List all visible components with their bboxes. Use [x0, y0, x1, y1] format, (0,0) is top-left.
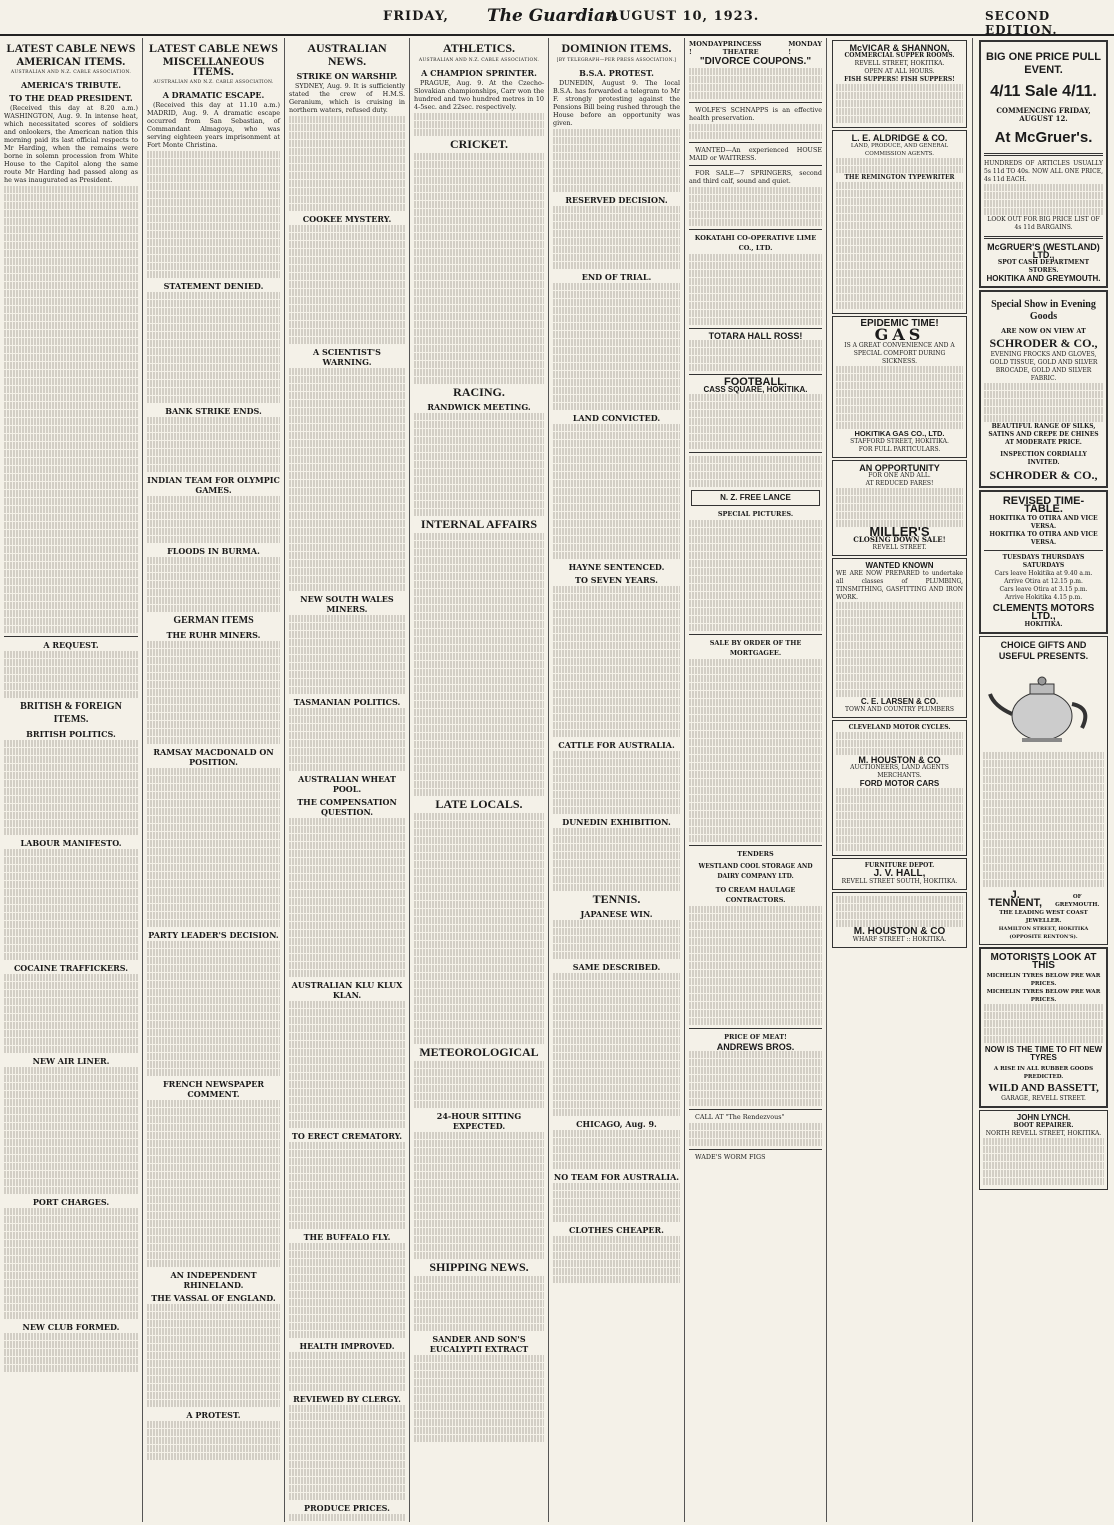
gas-ad	[832, 316, 967, 458]
timetable-title: REVISED TIME-TABLE.	[1002, 495, 1085, 515]
kokatahi-lime-ad: KOKATAHI CO-OPERATIVE LIME CO., LTD.	[694, 234, 817, 252]
timetable-days: TUESDAYS THURSDAYS SATURDAYS	[1002, 554, 1085, 569]
special-pictures: SPECIAL PICTURES.	[717, 510, 794, 518]
section-heading: BRITISH & FOREIGN ITEMS.	[20, 701, 122, 725]
larsen-title: C. E. LARSEN & CO.	[860, 697, 939, 706]
story-heading: JAPANESE WIN.	[580, 909, 653, 919]
opportunity-subtitle: FOR ONE AND ALL.	[868, 472, 931, 479]
theatre-name: PRINCESS THEATRE	[722, 40, 762, 56]
pull-event-title: BIG ONE PRICE PULL EVENT.	[986, 51, 1101, 76]
tennent-address: HAMILTON STREET, HOKITIKA (OPPOSITE RENTON'S).	[998, 926, 1089, 940]
houston-subtitle: AUCTIONEERS, LAND AGENTS MERCHANTS.	[850, 764, 949, 779]
schroder-title-2: SCHRODER & CO.,	[989, 468, 1098, 482]
column-heading: LATEST CABLE NEWS	[149, 41, 278, 55]
rubber-rise: A RISE IN ALL RUBBER GOODS PREDICTED.	[993, 1066, 1094, 1080]
story-heading: INDIAN TEAM FOR OLYMPIC GAMES.	[147, 475, 280, 495]
tennent-title: J. TENNENT,	[988, 889, 1043, 909]
story-heading: THE COMPENSATION QUESTION.	[297, 797, 397, 817]
story-heading: CATTLE FOR AUSTRALIA.	[558, 740, 675, 750]
story-heading: SANDER AND SON'S EUCALYPTI EXTRACT	[429, 1334, 529, 1354]
column-heading: ATHLETICS.	[442, 41, 516, 55]
schroder-silks: BEAUTIFUL RANGE OF SILKS, SATINS AND CREPE DE CHINES AT MODERATE PRICE.	[988, 423, 1099, 446]
houston-coal-title: M. HOUSTON & CO	[853, 926, 946, 937]
schroder-title: SCHRODER & CO.,	[989, 336, 1098, 350]
section-heading: SHIPPING NEWS.	[429, 1260, 529, 1274]
worm-figs-ad: WADE'S WORM FIGS	[695, 1153, 766, 1161]
price-of-meat: PRICE OF MEAT!	[724, 1033, 787, 1041]
cass-square-ad: CASS SQUARE, HOKITIKA.	[703, 385, 808, 394]
westland-cool-storage: WESTLAND COOL STORAGE AND DAIRY COMPANY LTD.	[698, 863, 813, 880]
mcgruer-title: McGRUER'S (WESTLAND) LTD.,	[987, 242, 1100, 260]
closing-sale: CLOSING DOWN SALE!	[853, 535, 946, 544]
section-heading: INTERNAL AFFAIRS	[420, 517, 538, 531]
story-body: SYDNEY, Aug. 9. It is sufficiently stated the crew of H.M.S. Geranium, which is cruising in northern waters, refused duty.	[289, 82, 405, 114]
column-heading: LATEST CABLE NEWS	[6, 41, 136, 55]
schroder-subline: ARE NOW ON VIEW AT	[1001, 327, 1086, 335]
column-latest-cable-news-miscellaneous	[143, 38, 285, 1522]
theatre-ad-header	[689, 40, 822, 56]
pull-event-date: COMMENCING FRIDAY, AUGUST 12.	[996, 106, 1091, 123]
story-heading: A REQUEST.	[43, 640, 99, 650]
cleveland-cycles: CLEVELAND MOTOR CYCLES.	[848, 724, 951, 731]
story-body: PRAGUE, Aug. 9. At the Czecho-Slovakian championships, Carr won the hundred and two hundred metres in 10 4-5sec. and 22sec. respectively.	[414, 79, 544, 111]
mortgagee-sale-ad: SALE BY ORDER OF THE MORTGAGEE.	[709, 639, 802, 657]
remington-typewriter: THE REMINGTON TYPEWRITER	[844, 174, 955, 181]
houston-coal-ad	[832, 892, 967, 948]
story-heading: TASMANIAN POLITICS.	[293, 697, 401, 707]
wild-bassett-title: WILD AND BASSETT,	[988, 1082, 1099, 1094]
column-athletics-cricket-racing	[410, 38, 549, 1522]
column-dominion-items	[549, 38, 685, 1522]
column-heading: DOMINION ITEMS.	[561, 41, 672, 55]
story-heading: NO TEAM FOR AUSTRALIA.	[553, 1172, 680, 1182]
section-heading: TENNIS.	[592, 892, 641, 906]
newspaper-title: The Guardian	[487, 6, 618, 26]
masthead-date: AUGUST 10, 1923.	[608, 9, 760, 24]
wolfe-schnapps-ad: WOLFE'S SCHNAPPS is an effective health preservation.	[689, 106, 822, 122]
story-heading: CHICAGO, Aug. 9.	[576, 1119, 657, 1129]
story-heading: AUSTRALIAN WHEAT POOL.	[298, 774, 396, 794]
story-heading: LAND CONVICTED.	[572, 413, 661, 423]
story-heading: AMERICA'S TRIBUTE.	[20, 80, 122, 90]
clements-motors: CLEMENTS MOTORS LTD.,	[992, 603, 1095, 622]
miller-ad	[832, 460, 967, 556]
clements-town: HOKITIKA.	[1024, 621, 1063, 628]
rendezvous-ad: CALL AT "The Rendezvous"	[695, 1113, 785, 1121]
hall-address: REVELL STREET SOUTH, HOKITIKA.	[841, 878, 958, 885]
story-heading: A PROTEST.	[186, 1410, 241, 1420]
timetable-depart: Cars leave Hokitika at 9.40 a.m.	[994, 570, 1093, 577]
schroder-headline: Special Show in Evening Goods	[991, 299, 1096, 322]
section-heading: CRICKET.	[449, 137, 509, 151]
timetable-route-1: HOKITIKA TO OTIRA AND VICE VERSA.	[989, 515, 1098, 530]
story-heading: COOKEE MYSTERY.	[302, 214, 392, 224]
story-heading: BRITISH POLITICS.	[26, 729, 116, 739]
theatre-feature-title: "DIVORCE COUPONS."	[699, 56, 812, 67]
story-heading: RESERVED DECISION.	[565, 195, 668, 205]
schroder-ad	[979, 290, 1108, 488]
michelin-line-2: MICHELIN TYRES BELOW PRE WAR PRICES.	[986, 989, 1101, 1003]
story-heading: THE VASSAL OF ENGLAND.	[151, 1293, 276, 1303]
timetable-ad	[979, 490, 1108, 634]
miller-title: MILLER'S	[869, 524, 930, 539]
story-heading: B.S.A. PROTEST.	[579, 68, 654, 78]
schroder-frocks: EVENING FROCKS AND GLOVES, GOLD TISSUE, GOLD AND SILVER BROCADE, GOLD AND SILVER FABRIC.	[989, 351, 1098, 382]
motorists-title: MOTORISTS LOOK AT THIS	[990, 952, 1097, 971]
story-heading: A SCIENTIST'S WARNING.	[313, 347, 381, 367]
tennent-ad	[979, 636, 1108, 945]
column-classified-ads	[685, 38, 827, 1522]
story-heading: BANK STRIKE ENDS.	[165, 406, 262, 416]
lynch-title: JOHN LYNCH.	[1016, 1113, 1071, 1122]
story-heading: PARTY LEADER'S DECISION.	[148, 930, 279, 940]
story-heading: NEW CLUB FORMED.	[22, 1322, 120, 1332]
story-heading: END OF TRIAL.	[581, 272, 652, 282]
totara-hall-ad: TOTARA HALL ROSS!	[708, 331, 803, 341]
gas-title: GAS	[874, 325, 925, 344]
houston-coal-address: WHARF STREET :: HOKITIKA.	[852, 936, 947, 943]
pull-event-text: HUNDREDS OF ARTICLES USUALLY 5s 11d TO 40s. NOW ALL ONE PRICE, 4s 11d EACH.	[984, 160, 1103, 183]
association-credit: AUSTRALIAN AND N.Z. CABLE ASSOCIATION.	[418, 58, 540, 63]
story-heading: A CHAMPION SPRINTER.	[421, 68, 537, 78]
section-heading: GERMAN ITEMS	[173, 615, 254, 626]
mcvicar-title: McVICAR & SHANNON,	[849, 43, 950, 53]
mcgruer-spot: SPOT CASH DEPARTMENT STORES.	[997, 259, 1090, 274]
mcgruer-towns: HOKITIKA AND GREYMOUTH.	[986, 274, 1101, 283]
masthead-day: FRIDAY,	[383, 9, 449, 24]
aldridge-subtitle: LAND, PRODUCE, AND GENERAL COMMISSION AGENTS.	[850, 143, 949, 157]
free-lance-ad	[691, 490, 820, 506]
mcgruer-pull-event-ad	[979, 40, 1108, 288]
section-heading: RACING.	[453, 385, 505, 399]
story-heading: SAME DESCRIBED.	[572, 962, 661, 972]
story-heading: 24-HOUR SITTING EXPECTED.	[436, 1111, 522, 1131]
michelin-line-1: MICHELIN TYRES BELOW PRE WAR PRICES.	[986, 973, 1101, 987]
free-lance-title: N. Z. FREE LANCE	[720, 493, 791, 502]
plumbing-ad	[832, 558, 967, 718]
story-body: DUNEDIN, August 9. The local B.S.A. has forwarded a telegram to Mr F. strongly protesting against the Pensions Bill being rushed through the House before an opportunity was given.	[553, 79, 680, 127]
tenders-heading: TENDERS	[737, 850, 774, 858]
hall-title: J. V. HALL,	[873, 868, 926, 879]
gas-company: HOKITIKA GAS CO., LTD.	[854, 429, 945, 438]
houston-ad	[832, 720, 967, 856]
wild-bassett-address: GARAGE, REVELL STREET.	[1001, 1095, 1086, 1102]
column-heading: AUSTRALIAN NEWS.	[307, 41, 387, 68]
story-heading: PRODUCE PRICES.	[304, 1503, 390, 1513]
story-heading: A DRAMATIC ESCAPE.	[162, 90, 265, 100]
mcvicar-address: REVELL STREET, HOKITIKA.	[854, 60, 945, 67]
story-heading: STRIKE ON WARSHIP.	[296, 71, 398, 81]
association-credit: AUSTRALIAN AND N.Z. CABLE ASSOCIATION.	[153, 80, 274, 85]
story-heading: HEALTH IMPROVED.	[299, 1341, 395, 1351]
story-heading: REVIEWED BY CLERGY.	[293, 1394, 401, 1404]
column-business-ads	[827, 38, 973, 1522]
story-heading: PORT CHARGES.	[32, 1197, 110, 1207]
epidemic-title: EPIDEMIC TIME!	[860, 318, 939, 329]
wanted-maid-ad: WANTED—An experienced HOUSE MAID or WAITRESS.	[689, 146, 822, 162]
opportunity-title: AN OPPORTUNITY	[859, 463, 940, 473]
wild-bassett-ad	[979, 947, 1108, 1108]
story-heading: NEW SOUTH WALES MINERS.	[300, 594, 394, 614]
ford-cars: FORD MOTOR CARS	[859, 779, 940, 788]
gas-particulars: FOR FULL PARTICULARS.	[858, 446, 941, 453]
story-heading: CLOTHES CHEAPER.	[569, 1225, 664, 1235]
story-heading: HAYNE SENTENCED.	[568, 562, 665, 572]
story-heading: FRENCH NEWSPAPER COMMENT.	[162, 1079, 265, 1099]
story-heading: COCAINE TRAFFICKERS.	[13, 963, 129, 973]
reduced-fares: AT REDUCED FARES!	[865, 480, 934, 487]
story-heading: THE RUHR MINERS.	[166, 630, 261, 640]
story-body: (Received this day at 8.20 a.m.) WASHINGTON, Aug. 9. In intense heat, which necessitated scores of soldiers and onlookers, the American nation this morning paid its last official respects to Mr Harding, when the remains were borne in solemn procession from White House to the Capitol along the same route Mr Harding had passed along as he was inaugurated as President.	[4, 104, 138, 184]
theatre-day-left: MONDAY !	[689, 40, 723, 56]
timetable-route-2: HOKITIKA TO OTIRA AND VICE VERSA.	[989, 531, 1098, 546]
edition-label: SECOND EDITION.	[985, 9, 1058, 37]
mcvicar-subtitle: COMMERCIAL SUPPER ROOMS.	[844, 52, 955, 59]
column-latest-cable-news-american	[0, 38, 143, 1522]
aldridge-ad	[832, 130, 967, 314]
new-tyres-title: NOW IS THE TIME TO FIT NEW TYRES	[984, 1045, 1103, 1062]
theatre-day-right: MONDAY !	[788, 40, 822, 56]
mcvicar-fish: FISH SUPPERS! FISH SUPPERS!	[844, 76, 955, 83]
gas-address: STAFFORD STREET, HOKITIKA.	[850, 438, 949, 445]
cream-haulage: TO CREAM HAULAGE CONTRACTORS.	[715, 886, 796, 904]
wanted-known-title: WANTED KNOWN	[865, 561, 934, 570]
aldridge-title: L. E. ALDRIDGE & CO.	[851, 133, 948, 143]
miller-address: REVELL STREET.	[872, 544, 927, 551]
section-heading: AMERICAN ITEMS.	[16, 57, 126, 68]
section-heading: MISCELLANEOUS ITEMS.	[162, 57, 265, 78]
story-heading: TO ERECT CREMATORY.	[291, 1131, 403, 1141]
plumbing-text: WE ARE NOW PREPARED to undertake all classes of PLUMBING, TINSMITHING, GASFITTING AND IRON WORK.	[836, 570, 963, 601]
story-heading: FLOODS IN BURMA.	[167, 546, 260, 556]
houston-title: M. HOUSTON & CO	[858, 755, 941, 765]
lynch-ad	[979, 1110, 1108, 1190]
teapot-illustration	[984, 666, 1104, 746]
association-credit: [BY TELEGRAPH—PER PRESS ASSOCIATION.]	[556, 58, 677, 63]
column-australian-news	[285, 38, 410, 1522]
tennent-jeweller: THE LEADING WEST COAST JEWELLER.	[999, 910, 1088, 924]
story-heading: RANDWICK MEETING.	[427, 402, 531, 412]
masthead	[0, 0, 1114, 36]
gifts-title: CHOICE GIFTS AND USEFUL PRESENTS.	[998, 640, 1089, 661]
story-heading: THE BUFFALO FLY.	[303, 1232, 391, 1242]
story-heading: TO SEVEN YEARS.	[575, 575, 658, 585]
andrews-bros: ANDREWS BROS.	[716, 1042, 795, 1052]
story-heading: AUSTRALIAN KLU KLUX KLAN.	[291, 980, 403, 1000]
mcvicar-hours: OPEN AT ALL HOURS.	[864, 68, 935, 75]
larsen-subtitle: TOWN AND COUNTRY PLUMBERS	[845, 706, 954, 713]
story-heading: AN INDEPENDENT RHINELAND.	[170, 1270, 257, 1290]
pull-event-store: At McGruer's.	[994, 129, 1093, 146]
column-display-ads	[973, 38, 1114, 1522]
schroder-inspection: INSPECTION CORDIALLY INVITED.	[1000, 451, 1087, 466]
for-sale-springers-ad: FOR SALE—7 SPRINGERS, second and third calf, sound and quiet.	[689, 169, 822, 185]
timetable-arrive-2: Arrive Hokitika 4.15 p.m.	[1004, 594, 1083, 601]
timetable-leave: Cars leave Otira at 3.15 p.m.	[999, 586, 1088, 593]
story-body: (Received this day at 11.10 a.m.) MADRID, Aug. 9. A dramatic escape occurred from San Sebastian, of Commandant Almagoya, who was serving eighteen years imprisonment at Fort Monte Christina.	[147, 101, 280, 149]
tennent-location: OF GREYMOUTH.	[1055, 894, 1100, 908]
pull-event-price: 4/11 Sale 4/11.	[990, 83, 1097, 100]
lynch-address: NORTH REVELL STREET, HOKITIKA.	[985, 1130, 1102, 1137]
section-heading: LATE LOCALS.	[435, 797, 523, 811]
football-ad: FOOTBALL.	[724, 376, 787, 388]
story-heading: NEW AIR LINER.	[32, 1056, 110, 1066]
furniture-depot: FURNITURE DEPOT.	[864, 862, 935, 869]
story-heading: DUNEDIN EXHIBITION.	[562, 817, 671, 827]
pull-event-lookout: LOOK OUT FOR BIG PRICE LIST OF 4s 11d BARGAINS.	[987, 216, 1100, 231]
hall-ad	[832, 858, 967, 890]
section-heading: METEOROLOGICAL	[419, 1045, 539, 1059]
association-credit: AUSTRALIAN AND N.Z. CABLE ASSOCIATION.	[10, 70, 132, 75]
story-subheading: TO THE DEAD PRESIDENT.	[9, 93, 133, 103]
gas-subtitle: IS A GREAT CONVENIENCE AND A SPECIAL COMFORT DURING SICKNESS.	[844, 342, 955, 365]
timetable-arrive: Arrive Otira at 12.15 p.m.	[1004, 578, 1083, 585]
story-heading: RAMSAY MACDONALD ON POSITION.	[153, 747, 274, 767]
story-heading: LABOUR MANIFESTO.	[20, 838, 122, 848]
story-heading: STATEMENT DENIED.	[163, 281, 264, 291]
mcvicar-shannon-ad	[832, 40, 967, 128]
lynch-subtitle: BOOT REPAIRER.	[1013, 1122, 1074, 1129]
